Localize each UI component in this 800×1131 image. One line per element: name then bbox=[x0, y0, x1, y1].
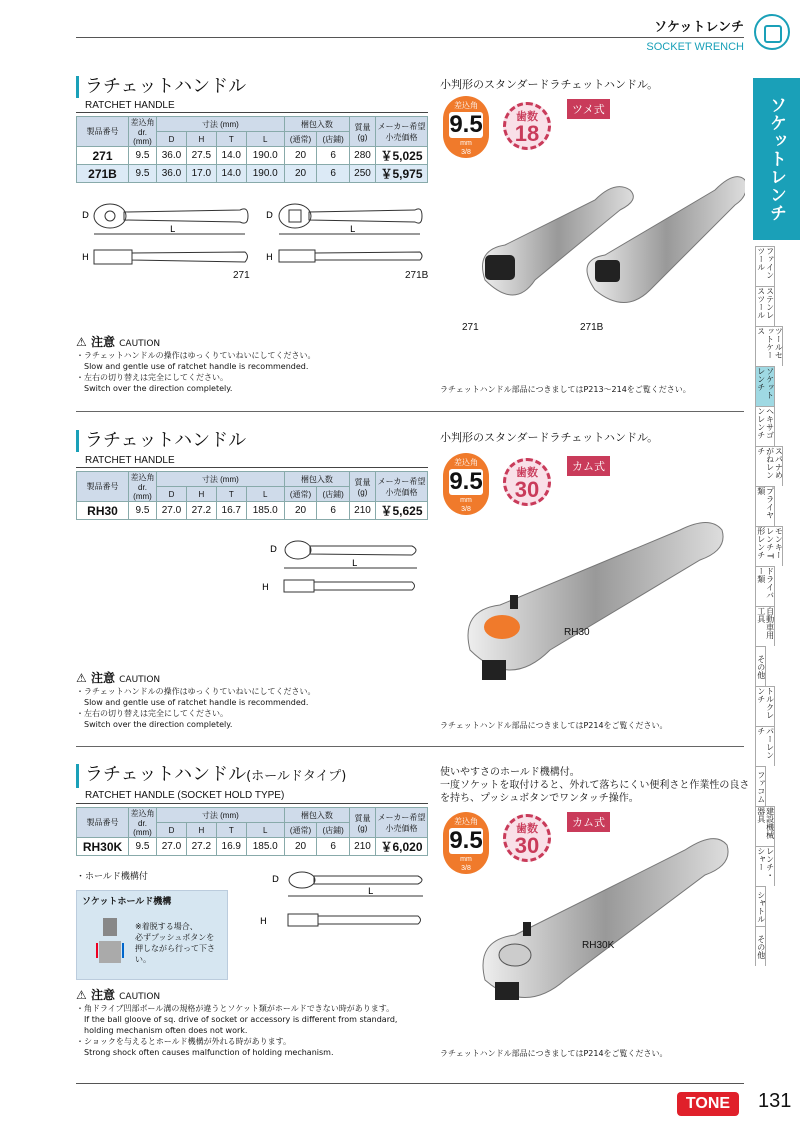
section2-desc: 小判形のスタンダードラチェットハンドル。 bbox=[440, 431, 659, 444]
table-cell: 185.0 bbox=[246, 502, 284, 520]
teeth-badge-2-label: 歯数 bbox=[516, 467, 538, 479]
teeth-badge-1 bbox=[503, 102, 551, 150]
col-dims: 寸法 (mm) bbox=[157, 472, 285, 487]
hold-box-desc: ※着脱する場合、 必ずプッシュボタンを 押しながら行って下さい。 bbox=[135, 922, 215, 964]
sidebar-tab[interactable]: 建設機械器具 bbox=[755, 806, 775, 846]
col-dims: 寸法 (mm) bbox=[157, 808, 285, 823]
drive-badge-3-size: 9.5 bbox=[449, 827, 483, 854]
section3-desc: 使いやすさのホールド機構付。 一度ソケットを取付けると、外れて落ちにくい便利さと作業性の良さを持ち、プッシュボタンでワンタッチ操作。 bbox=[440, 767, 750, 804]
col-d: D bbox=[157, 132, 187, 147]
col-model: 製品番号 bbox=[77, 117, 129, 147]
drive-badge-2-label: 差込角 bbox=[454, 458, 478, 467]
drawing-rh30k bbox=[258, 870, 433, 940]
col-store: (店鋪) bbox=[317, 132, 350, 147]
svg-text:L: L bbox=[368, 887, 374, 897]
section2-note: ラチェットハンドル部品につきましてはP214をご覧ください。 bbox=[440, 721, 668, 730]
caution-3-title: ⚠ 注意 CAUTION bbox=[76, 988, 161, 1002]
caution-3-en: CAUTION bbox=[119, 992, 161, 1002]
col-drive: 差込角 dr. (mm) bbox=[130, 118, 155, 146]
sidebar-tab[interactable]: トルクレンチ bbox=[755, 686, 775, 726]
section1-desc: 小判形のスタンダードラチェットハンドル。 bbox=[440, 78, 659, 91]
svg-text:H: H bbox=[266, 253, 273, 263]
table-cell: ￥5,975 bbox=[376, 165, 428, 183]
photo-271-271b bbox=[455, 160, 745, 320]
table-row bbox=[77, 838, 428, 856]
table-cell: ￥6,020 bbox=[376, 838, 428, 856]
table-cell: 36.0 bbox=[157, 147, 187, 165]
section1-title bbox=[76, 76, 246, 98]
footer-rule bbox=[76, 1083, 744, 1084]
drawing-label-271: 271 bbox=[233, 270, 250, 281]
drive-badge-1-size: 9.5 bbox=[449, 111, 483, 138]
table-cell: 14.0 bbox=[216, 165, 246, 183]
table-cell: 36.0 bbox=[157, 165, 187, 183]
col-store: (店鋪) bbox=[317, 823, 350, 838]
drive-badge-2-unit: mm bbox=[460, 497, 472, 504]
table-cell: 9.5 bbox=[129, 147, 157, 165]
table-cell: 9.5 bbox=[129, 838, 157, 856]
section3-rule bbox=[76, 803, 428, 804]
col-l: L bbox=[246, 487, 284, 502]
col-l: L bbox=[246, 132, 284, 147]
table-cell: RH30K bbox=[77, 838, 129, 856]
sidebar-tab[interactable]: シャトル bbox=[755, 886, 766, 926]
section1-title-text: ラチェットハンドル bbox=[85, 76, 247, 97]
table-row bbox=[77, 502, 428, 520]
table-cell: RH30 bbox=[77, 502, 129, 520]
col-pack: 梱包入数 bbox=[284, 472, 349, 487]
table-cell: ￥5,025 bbox=[376, 147, 428, 165]
divider-2 bbox=[76, 746, 744, 747]
table-cell: 14.0 bbox=[216, 147, 246, 165]
table-cell: 6 bbox=[317, 165, 350, 183]
col-normal: (通常) bbox=[284, 132, 317, 147]
caution-3 bbox=[76, 990, 446, 1058]
col-t: T bbox=[216, 132, 246, 147]
table-cell: 9.5 bbox=[129, 165, 157, 183]
table-cell: ￥5,625 bbox=[376, 502, 428, 520]
svg-text:H: H bbox=[82, 253, 89, 263]
table-cell: 17.0 bbox=[186, 165, 216, 183]
section3-en: RATCHET HANDLE (SOCKET HOLD TYPE) bbox=[85, 790, 285, 801]
caution-1-l4: Switch over the direction completely. bbox=[84, 384, 233, 393]
caution-1-en: CAUTION bbox=[119, 339, 161, 349]
col-weight: 質量 (g) bbox=[350, 117, 376, 147]
section1-en: RATCHET HANDLE bbox=[85, 100, 175, 111]
photo-label-rh30k: RH30K bbox=[582, 940, 615, 951]
svg-text:D: D bbox=[266, 211, 273, 221]
table-cell: 20 bbox=[284, 165, 317, 183]
col-normal: (通常) bbox=[284, 823, 317, 838]
table-cell: 210 bbox=[350, 838, 376, 856]
header-title-jp: ソケットレンチ bbox=[654, 20, 744, 35]
spec-table-3 bbox=[76, 807, 428, 856]
svg-text:D: D bbox=[270, 545, 277, 555]
section3-note: ラチェットハンドル部品につきましてはP214をご覧ください。 bbox=[440, 1049, 668, 1058]
table-cell: 6 bbox=[317, 502, 350, 520]
section3-title bbox=[76, 764, 346, 788]
teeth-badge-3-label: 歯数 bbox=[516, 823, 538, 835]
section3-title-sub: (ホールドタイプ) bbox=[246, 769, 347, 784]
caution-3-l4: ・ショックを与えるとホールド機構が外れる時があります。 bbox=[76, 1037, 292, 1046]
sidebar-tab[interactable]: その他 bbox=[755, 646, 766, 686]
section2-title-text: ラチェットハンドル bbox=[85, 430, 247, 451]
table-cell: 190.0 bbox=[246, 165, 284, 183]
sidebar-tabs bbox=[755, 246, 795, 966]
table-cell: 27.0 bbox=[157, 838, 187, 856]
caution-1-l2: Slow and gentle use of ratchet handle is recommended. bbox=[84, 362, 309, 371]
table-cell: 27.2 bbox=[186, 838, 216, 856]
col-d: D bbox=[157, 823, 187, 838]
type-badge-3: カム式 bbox=[567, 812, 610, 832]
table-cell: 27.5 bbox=[186, 147, 216, 165]
hold-mechanism-icon bbox=[91, 913, 131, 973]
col-l: L bbox=[246, 823, 284, 838]
col-t: T bbox=[216, 487, 246, 502]
spec-table-1 bbox=[76, 116, 428, 183]
hold-tag: ・ホールド機構付 bbox=[76, 872, 148, 882]
drive-badge-3-frac: 3/8 bbox=[461, 865, 471, 872]
divider-1 bbox=[76, 411, 744, 412]
col-pack: 梱包入数 bbox=[284, 808, 349, 823]
caution-1-l3: ・左右の切り替えは完全にしてください。 bbox=[76, 373, 228, 382]
section2-rule bbox=[76, 467, 428, 468]
col-price: メーカー希望 小売価格 bbox=[376, 472, 428, 502]
hold-box-title: ソケットホールド機構 bbox=[82, 897, 172, 907]
sidebar-tab[interactable]: ファコム bbox=[755, 766, 766, 806]
photo-rh30 bbox=[460, 510, 730, 690]
type-badge-2: カム式 bbox=[567, 456, 610, 476]
drive-badge-1-frac: 3/8 bbox=[461, 149, 471, 156]
table-cell: 271 bbox=[77, 147, 129, 165]
sidebar-tab[interactable]: ドライバー類 bbox=[755, 566, 775, 606]
section1-rule bbox=[76, 112, 428, 113]
teeth-badge-3-count: 30 bbox=[514, 833, 540, 858]
table-cell: 210 bbox=[350, 502, 376, 520]
sidebar-tab[interactable]: ツールセットケース bbox=[755, 326, 783, 366]
caution-3-l3: holding mechanism often does not work. bbox=[84, 1026, 248, 1035]
drive-badge-3-unit: mm bbox=[460, 856, 472, 863]
table-cell: 190.0 bbox=[246, 147, 284, 165]
drive-badge-1-label: 差込角 bbox=[454, 101, 478, 110]
teeth-badge-2-count: 30 bbox=[514, 477, 540, 502]
table-cell: 20 bbox=[284, 147, 317, 165]
caution-2-title: ⚠ 注意 CAUTION bbox=[76, 671, 161, 685]
caution-3-jp: 注意 bbox=[90, 988, 115, 1002]
sidebar-tab[interactable]: 自動車用工具 bbox=[755, 606, 775, 646]
drive-badge-1 bbox=[443, 96, 489, 158]
table-row bbox=[77, 165, 428, 183]
col-price: メーカー希望 小売価格 bbox=[376, 808, 428, 838]
sidebar-tab[interactable]: モンキーレンチ T形レンチ bbox=[755, 526, 783, 566]
caution-2-l4: Switch over the direction completely. bbox=[84, 720, 233, 729]
col-normal: (通常) bbox=[284, 487, 317, 502]
caution-3-l2: If the ball gloove of sq. drive of socket or accessory is different from standard, bbox=[84, 1015, 398, 1024]
socket-logo-icon bbox=[754, 14, 790, 50]
table-cell: 20 bbox=[284, 502, 317, 520]
sidebar-tab[interactable]: パーレンチ bbox=[755, 726, 775, 766]
photo-rh30k bbox=[475, 830, 735, 1010]
drive-badge-3-label: 差込角 bbox=[454, 817, 478, 826]
type-badge-1: ツメ式 bbox=[567, 99, 610, 119]
photo-label-rh30: RH30 bbox=[564, 627, 590, 638]
sidebar-main-tab[interactable]: ソケットレンチ bbox=[753, 78, 800, 240]
sidebar-tab[interactable]: レンチ・シャー bbox=[755, 846, 775, 886]
photo-label-271: 271 bbox=[462, 322, 479, 333]
table-cell: 185.0 bbox=[246, 838, 284, 856]
drive-badge-2-frac: 3/8 bbox=[461, 506, 471, 513]
sidebar-tab[interactable]: ファインツール bbox=[755, 246, 775, 286]
caution-2 bbox=[76, 673, 446, 730]
svg-text:D: D bbox=[272, 875, 279, 885]
caution-2-en: CAUTION bbox=[119, 675, 161, 685]
photo-label-271b: 271B bbox=[580, 322, 604, 333]
col-h: H bbox=[186, 487, 216, 502]
section2-title bbox=[76, 430, 246, 452]
svg-text:L: L bbox=[352, 559, 358, 569]
teeth-badge-1-count: 18 bbox=[514, 121, 540, 146]
drive-badge-2 bbox=[443, 453, 489, 515]
sidebar-tab[interactable]: ステンレスツール bbox=[755, 286, 775, 326]
header-rule bbox=[76, 37, 744, 38]
sidebar-tab[interactable]: ヘキサゴンレンチ bbox=[755, 406, 775, 446]
section2-en: RATCHET HANDLE bbox=[85, 455, 175, 466]
header-title-en: SOCKET WRENCH bbox=[646, 41, 744, 53]
hold-box bbox=[76, 890, 228, 980]
col-drive: 差込角 dr. (mm) bbox=[130, 809, 155, 837]
caution-2-jp: 注意 bbox=[90, 671, 115, 685]
drive-badge-2-size: 9.5 bbox=[449, 468, 483, 495]
table-cell: 20 bbox=[284, 838, 317, 856]
col-drive: 差込角 dr. (mm) bbox=[130, 473, 155, 501]
table-row bbox=[77, 147, 428, 165]
col-model: 製品番号 bbox=[77, 808, 129, 838]
col-price: メーカー希望 小売価格 bbox=[376, 117, 428, 147]
tone-logo: TONE bbox=[677, 1092, 739, 1116]
col-store: (店鋪) bbox=[317, 487, 350, 502]
section3-title-text: ラチェットハンドル bbox=[85, 764, 247, 785]
sidebar-tab[interactable]: ソケットレンチ bbox=[755, 366, 775, 406]
svg-text:L: L bbox=[350, 225, 356, 235]
table-cell: 27.2 bbox=[186, 502, 216, 520]
sidebar-tab[interactable]: プライヤ類 bbox=[755, 486, 775, 526]
drawing-label-271b: 271B bbox=[405, 270, 429, 281]
col-d: D bbox=[157, 487, 187, 502]
table-cell: 271B bbox=[77, 165, 129, 183]
caution-2-l2: Slow and gentle use of ratchet handle is recommended. bbox=[84, 698, 309, 707]
caution-3-l5: Strong shock often causes malfunction of holding mechanism. bbox=[84, 1048, 334, 1057]
table-cell: 280 bbox=[350, 147, 376, 165]
caution-2-l1: ・ラチェットハンドルの操作はゆっくりていねいにしてください。 bbox=[76, 687, 316, 696]
caution-2-l3: ・左右の切り替えは完全にしてください。 bbox=[76, 709, 228, 718]
caution-1-jp: 注意 bbox=[90, 335, 115, 349]
teeth-badge-2 bbox=[503, 458, 551, 506]
spec-table-2 bbox=[76, 471, 428, 520]
page-number: 131 bbox=[758, 1090, 792, 1112]
svg-text:L: L bbox=[170, 225, 176, 235]
col-h: H bbox=[186, 132, 216, 147]
teeth-badge-1-label: 歯数 bbox=[516, 111, 538, 123]
table-cell: 6 bbox=[317, 147, 350, 165]
drawing-rh30 bbox=[262, 538, 432, 608]
col-weight: 質量 (g) bbox=[350, 808, 376, 838]
col-pack: 梱包入数 bbox=[284, 117, 349, 132]
table-cell: 6 bbox=[317, 838, 350, 856]
col-weight: 質量 (g) bbox=[350, 472, 376, 502]
section1-note: ラチェットハンドル部品につきましてはP213～214をご覧ください。 bbox=[440, 385, 691, 394]
svg-text:H: H bbox=[262, 583, 269, 593]
drive-badge-1-unit: mm bbox=[460, 140, 472, 147]
col-model: 製品番号 bbox=[77, 472, 129, 502]
table-cell: 9.5 bbox=[129, 502, 157, 520]
col-dims: 寸法 (mm) bbox=[157, 117, 285, 132]
table-cell: 16.7 bbox=[216, 502, 246, 520]
col-t: T bbox=[216, 823, 246, 838]
svg-text:D: D bbox=[82, 211, 89, 221]
table-cell: 250 bbox=[350, 165, 376, 183]
caution-3-l1: ・角ドライブ凹部ボール溝の規格が違うとソケット類がホールドできない時があります。 bbox=[76, 1004, 395, 1013]
caution-1-title: ⚠ 注意 CAUTION bbox=[76, 335, 161, 349]
drawing-271 bbox=[80, 198, 430, 288]
svg-text:H: H bbox=[260, 917, 267, 927]
table-cell: 27.0 bbox=[157, 502, 187, 520]
caution-1 bbox=[76, 337, 446, 394]
col-h: H bbox=[186, 823, 216, 838]
table-cell: 16.9 bbox=[216, 838, 246, 856]
sidebar-tab[interactable]: スパナめがねレンチ bbox=[755, 446, 783, 486]
sidebar-tab[interactable]: その他 bbox=[755, 926, 766, 966]
caution-1-l1: ・ラチェットハンドルの操作はゆっくりていねいにしてください。 bbox=[76, 351, 316, 360]
